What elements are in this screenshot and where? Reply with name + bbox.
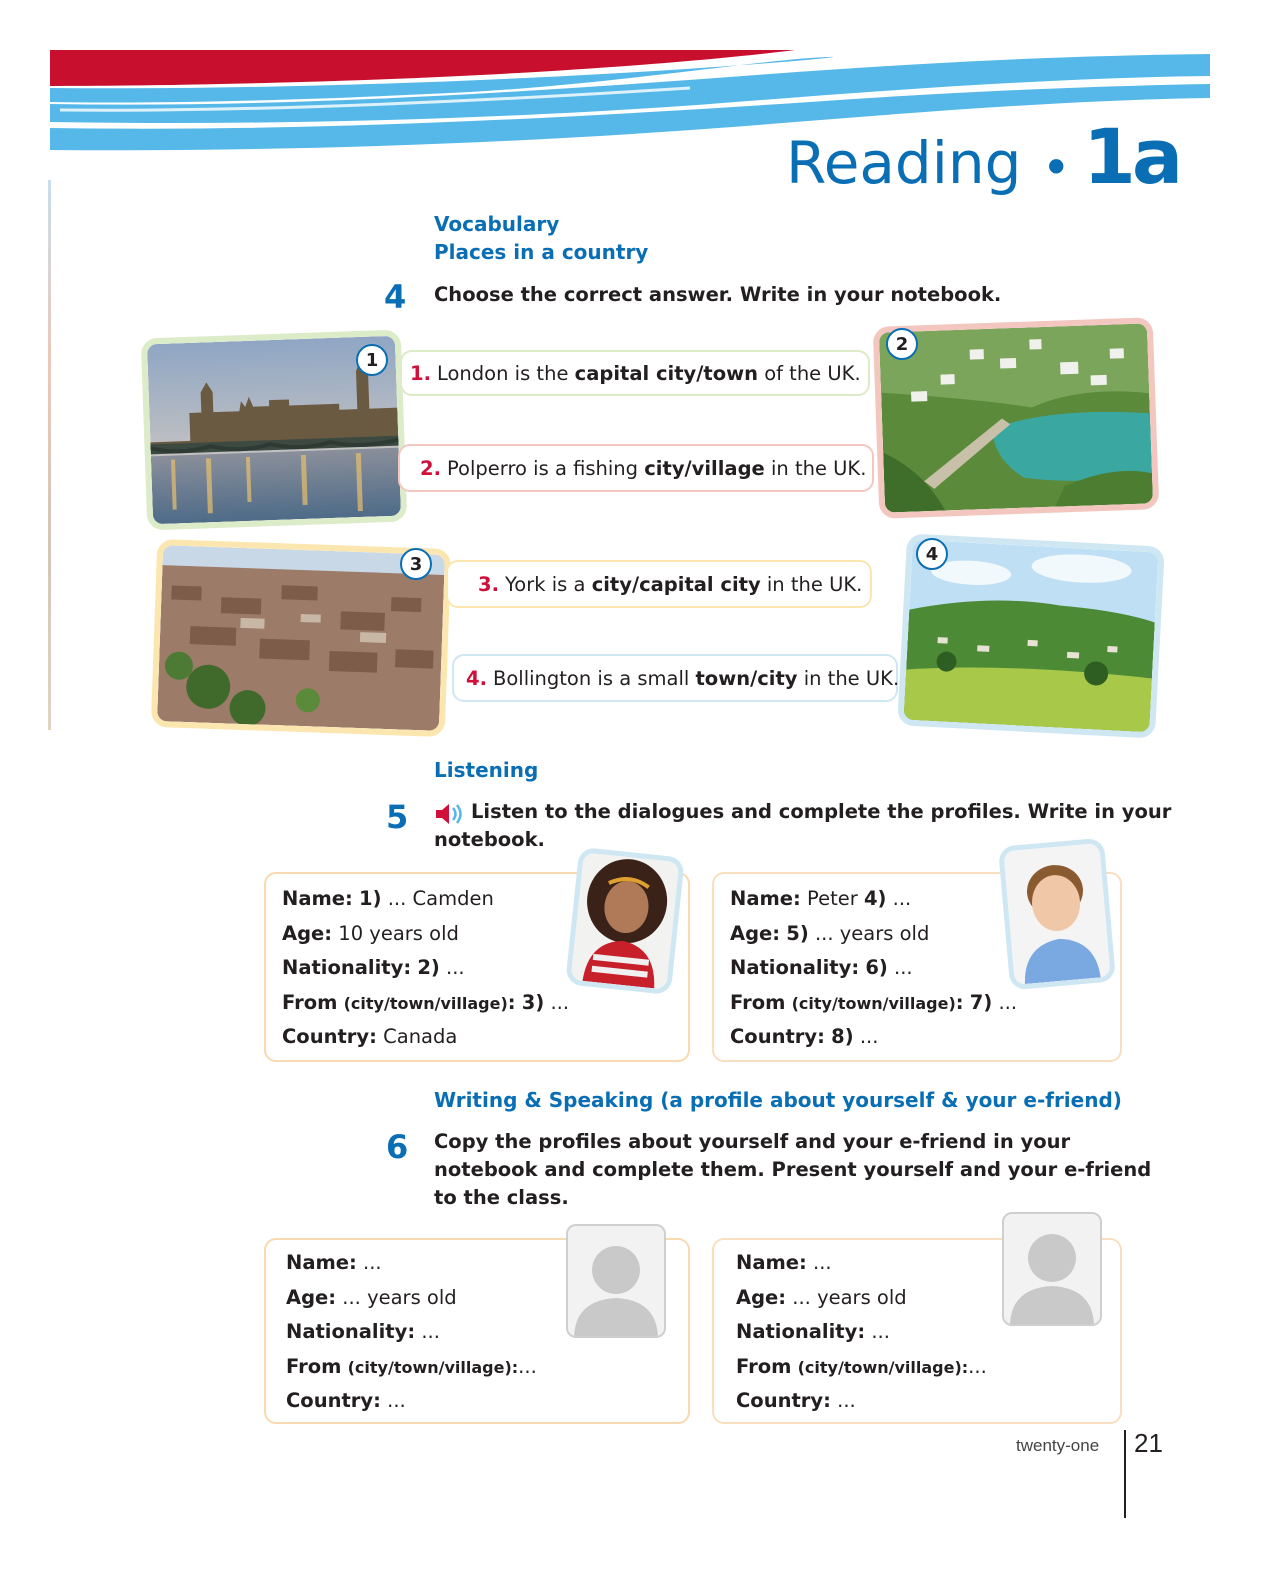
title-word: Reading [786, 129, 1022, 197]
profile-2-nationality-row: Nationality: 6) ... [730, 956, 913, 979]
item-1-pre: London is the [436, 361, 569, 385]
blank-2-from-row: From (city/town/village):... [736, 1354, 987, 1378]
item-2-post: in the UK. [770, 456, 867, 480]
exercise-4-number: 4 [384, 278, 407, 316]
photo-boy [998, 838, 1116, 991]
avatar-placeholder-icon [1002, 1212, 1102, 1326]
blank-1-country-row: Country: ... [286, 1389, 406, 1412]
photo-badge-3: 3 [400, 548, 432, 580]
blank-1-nationality-row: Nationality: ... [286, 1320, 440, 1343]
listening-heading: Listening [434, 758, 539, 782]
vocabulary-heading: Vocabulary [434, 212, 560, 236]
item-4-number: 4. [466, 666, 487, 690]
blank-2-age-row: Age: ... years old [736, 1285, 907, 1309]
vocabulary-subheading: Places in a country [434, 240, 649, 264]
profile-1-name-row: Name: 1) ... Camden [282, 887, 494, 910]
exercise-6-number: 6 [386, 1128, 409, 1166]
boy-image [1003, 843, 1110, 985]
item-3-number: 3. [478, 572, 499, 596]
audio-icon[interactable] [434, 803, 466, 825]
unit-label: 1a [1082, 112, 1180, 201]
page-divider [1124, 1430, 1126, 1518]
avatar-placeholder-icon [566, 1224, 666, 1338]
blank-1-age-row: Age: ... years old [286, 1285, 457, 1309]
page-number: 21 [1134, 1428, 1163, 1458]
profile-1-from-row: From (city/town/village): 3) ... [282, 990, 570, 1014]
photo-badge-2: 2 [886, 328, 918, 360]
polperro-image [879, 323, 1153, 512]
profile-2-age-row: Age: 5) ... years old [730, 921, 930, 945]
item-4-post: in the UK. [803, 666, 900, 690]
profile-2-country-row: Country: 8) ... [730, 1025, 879, 1048]
page-edge-marks [48, 180, 51, 730]
profile-1-nationality-row: Nationality: 2) ... [282, 956, 465, 979]
exercise-6-instruction-line-1: Copy the profiles about yourself and your e-friend in your [434, 1130, 1071, 1153]
exercise-4-item-2 [398, 444, 874, 492]
item-2-options: city/village [644, 456, 765, 480]
exercise-4-item-3 [446, 560, 872, 608]
item-4-options: town/city [695, 666, 798, 690]
writing-heading: Writing & Speaking (a profile about yourself & your e-friend) [434, 1088, 1122, 1112]
blank-1-name-row: Name: ... [286, 1251, 382, 1274]
page-title [786, 112, 1179, 202]
exercise-5-instruction-line-1: Listen to the dialogues and complete the profiles. Write in your [471, 800, 1172, 823]
item-2-pre: Polperro is a fishing [446, 456, 639, 480]
blank-2-country-row: Country: ... [736, 1389, 856, 1412]
item-1-number: 1. [410, 361, 431, 385]
item-1-options: capital city/town [574, 361, 758, 385]
photo-badge-1: 1 [356, 344, 388, 376]
item-2-number: 2. [420, 456, 441, 480]
page-number-words: twenty-one [1016, 1436, 1100, 1455]
item-3-pre: York is a [504, 572, 586, 596]
blank-2-name-row: Name: ... [736, 1251, 832, 1274]
exercise-6-instruction-line-3: to the class. [434, 1186, 569, 1209]
item-4-pre: Bollington is a small [492, 666, 690, 690]
item-3-post: in the UK. [766, 572, 863, 596]
profile-1-country-row: Country: Canada [282, 1025, 458, 1048]
girl-image [571, 852, 680, 989]
profile-2-from-row: From (city/town/village): 7) ... [730, 990, 1018, 1014]
item-1-post: of the UK. [764, 361, 861, 385]
photo-badge-4: 4 [916, 538, 948, 570]
photo-girl [565, 847, 685, 995]
title-bullet: • [1047, 138, 1065, 194]
item-3-options: city/capital city [591, 572, 761, 596]
exercise-4-instruction: Choose the correct answer. Write in your notebook. [434, 283, 1002, 306]
exercise-6-instruction-line-2: notebook and complete them. Present yourself and your e-friend [434, 1158, 1152, 1181]
exercise-5-instruction-line-2: notebook. [434, 828, 545, 851]
bollington-image [903, 540, 1158, 733]
blank-2-nationality-row: Nationality: ... [736, 1320, 890, 1343]
profile-1-age-row: Age: 10 years old [282, 921, 459, 945]
profile-2-name-row: Name: Peter 4) ... [730, 887, 912, 910]
blank-1-from-row: From (city/town/village):... [286, 1354, 537, 1378]
exercise-5-number: 5 [386, 798, 409, 836]
exercise-4-item-1 [400, 350, 870, 396]
exercise-4-item-4 [452, 654, 898, 702]
